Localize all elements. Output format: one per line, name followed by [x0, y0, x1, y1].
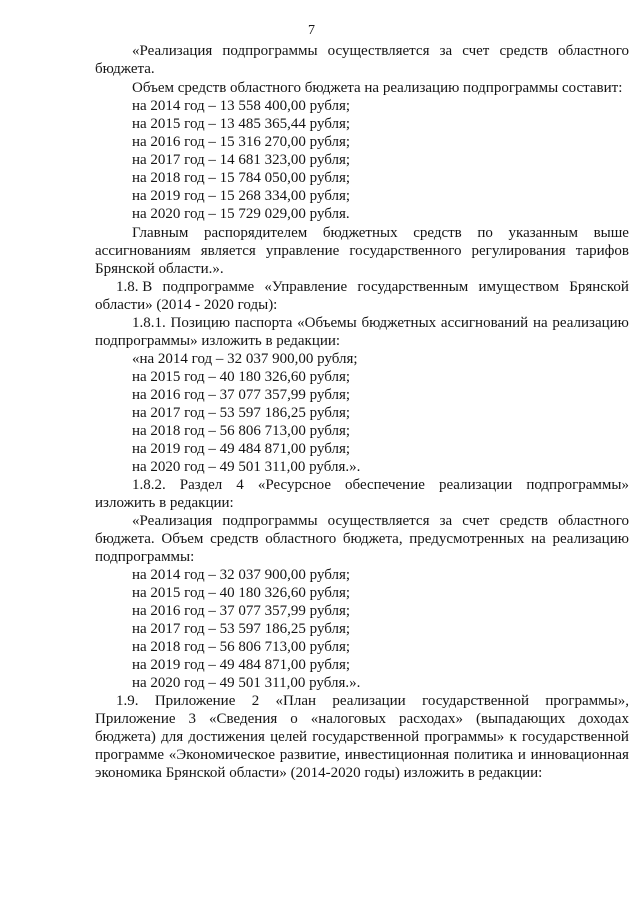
- item-1-8-1-line-1: [132, 314, 629, 332]
- word: на: [531, 531, 546, 547]
- item-1-8-1-line-2: подпрограммы» изложить в редакции:: [95, 333, 341, 349]
- word: бюджетных: [322, 225, 398, 241]
- word: к: [509, 729, 517, 745]
- budget-year-item: на 2017 год – 53 597 186,25 рубля;: [132, 621, 351, 637]
- word: регулирования: [471, 243, 566, 259]
- word: имуществом: [478, 279, 559, 295]
- word: государственным: [357, 279, 469, 295]
- page-number: 7: [308, 23, 315, 38]
- item-1-8-2-para-line-3: подпрограммы:: [95, 549, 195, 565]
- word: реализации: [438, 477, 513, 493]
- word: достижения: [188, 729, 265, 745]
- word: для: [161, 729, 184, 745]
- budget-year-item: на 2015 год – 40 180 326,60 рубля;: [132, 369, 351, 385]
- budget-year-item: на 2015 год – 40 180 326,60 рубля;: [132, 585, 351, 601]
- word: средств: [210, 531, 259, 547]
- word: 1.8.2.: [132, 477, 166, 493]
- budget-year-item: на 2018 год – 15 784 050,00 рубля;: [132, 170, 351, 186]
- item-1-8-2-para-line-1: [132, 512, 629, 530]
- budget-year-item: на 2016 год – 37 077 357,99 рубля;: [132, 387, 351, 403]
- word: тарифов: [575, 243, 629, 259]
- word: государственной: [522, 729, 629, 745]
- word: «Сведения: [209, 711, 278, 727]
- word: (выпадающих: [475, 711, 566, 727]
- word: государственного: [349, 243, 462, 259]
- word: выше: [593, 225, 629, 241]
- section-1-9-line-2: [95, 710, 629, 728]
- section-1-9-line-5: экономика Брянской области» (2014-2020 годы) изложить в редакции:: [95, 765, 543, 781]
- word: средств: [499, 43, 548, 59]
- manager-line-2: [95, 242, 629, 260]
- word: программе: [95, 747, 164, 763]
- section-1-9-line-1: [116, 692, 629, 710]
- word: государственной: [422, 693, 529, 709]
- word: 1.8. В: [116, 279, 153, 295]
- word: 4: [236, 477, 244, 493]
- word: «Реализация: [132, 43, 213, 59]
- item-1-8-2-para-line-2: [95, 530, 629, 548]
- budget-year-item: на 2014 год – 13 558 400,00 рубля;: [132, 98, 351, 114]
- word: программы»: [424, 729, 505, 745]
- word: инвестиционная: [344, 747, 450, 763]
- word: «Объемы: [297, 315, 357, 331]
- word: бюджета,: [342, 531, 403, 547]
- word: «План: [275, 693, 317, 709]
- word: 1.8.1.: [132, 315, 166, 331]
- budget-year-item: на 2017 год – 14 681 323,00 рубля;: [132, 152, 351, 168]
- word: Брянской: [569, 279, 629, 295]
- budget-year-item: на 2016 год – 37 077 357,99 рубля;: [132, 603, 351, 619]
- word: «налоговых: [310, 711, 387, 727]
- word: политика: [453, 747, 514, 763]
- item-1-8-2-line-1: [132, 476, 629, 494]
- word: средств: [499, 513, 548, 529]
- word: обеспечение: [345, 477, 425, 493]
- word: областного: [265, 531, 337, 547]
- word: «Реализация: [132, 513, 213, 529]
- word: средств: [413, 225, 462, 241]
- manager-line-1: [132, 224, 629, 242]
- para-1-7-line-2: бюджета.: [95, 61, 155, 77]
- word: о: [290, 711, 298, 727]
- word: предусмотренных: [409, 531, 525, 547]
- budget-year-item: на 2018 год – 56 806 713,00 рубля;: [132, 639, 351, 655]
- word: реализацию: [552, 531, 629, 547]
- budget-year-item: на 2018 год – 56 806 713,00 рубля;: [132, 423, 351, 439]
- word: подпрограмме: [162, 279, 255, 295]
- word: Позицию: [170, 315, 231, 331]
- word: распорядителем: [204, 225, 308, 241]
- budget-year-item: на 2020 год – 15 729 029,00 рубля.: [132, 206, 350, 222]
- word: программы»,: [545, 693, 629, 709]
- section-1-9-line-4: [95, 746, 629, 764]
- word: Приложение: [154, 693, 236, 709]
- word: Главным: [132, 225, 189, 241]
- section-1-9-line-3: [95, 728, 629, 746]
- word: государственной: [312, 729, 420, 745]
- word: на: [532, 315, 548, 331]
- word: 1.9.: [116, 693, 139, 709]
- budget-year-item: на 2016 год – 15 316 270,00 рубля;: [132, 134, 351, 150]
- word: подпрограммы: [222, 513, 318, 529]
- word: развитие,: [279, 747, 340, 763]
- word: по: [477, 225, 493, 241]
- word: «Экономическое: [168, 747, 276, 763]
- item-1-8-2-line-2: изложить в редакции:: [95, 495, 234, 511]
- word: доходах: [578, 711, 629, 727]
- word: Раздел: [179, 477, 223, 493]
- word: подпрограммы: [222, 43, 318, 59]
- word: осуществляется: [327, 43, 430, 59]
- word: 3: [188, 711, 197, 727]
- word: управление: [265, 243, 340, 259]
- word: расходах»: [399, 711, 463, 727]
- budget-intro: Объем средств областного бюджета на реализацию подпрограммы составит:: [132, 80, 623, 96]
- budget-year-item: на 2015 год – 13 485 365,44 рубля;: [132, 116, 351, 132]
- word: является: [200, 243, 256, 259]
- budget-year-item: на 2017 год – 53 597 186,25 рубля;: [132, 405, 351, 421]
- para-1-7-line-1: [132, 42, 629, 60]
- budget-year-item: на 2019 год – 15 268 334,00 рубля;: [132, 188, 351, 204]
- section-1-8-heading-line-1: [116, 278, 629, 296]
- word: областного: [558, 513, 629, 529]
- word: бюджетных: [361, 315, 437, 331]
- budget-year-item: «на 2014 год – 32 037 900,00 рубля;: [132, 351, 358, 367]
- budget-year-item: на 2014 год – 32 037 900,00 рубля;: [132, 567, 351, 583]
- word: за: [439, 513, 453, 529]
- word: реализацию: [552, 315, 629, 331]
- word: бюджета.: [95, 531, 155, 547]
- word: счет: [462, 43, 490, 59]
- word: «Управление: [264, 279, 348, 295]
- word: осуществляется: [327, 513, 430, 529]
- word: 2: [251, 693, 260, 709]
- word: счет: [462, 513, 490, 529]
- word: целей: [270, 729, 308, 745]
- budget-year-item: на 2019 год – 49 484 871,00 рубля;: [132, 441, 351, 457]
- word: инновационная: [530, 747, 629, 763]
- word: указанным: [508, 225, 578, 241]
- word: Приложение: [95, 711, 176, 727]
- word: Объем: [161, 531, 204, 547]
- word: областного: [558, 43, 629, 59]
- word: «Ресурсное: [257, 477, 331, 493]
- word: за: [439, 43, 453, 59]
- budget-year-item: на 2019 год – 49 484 871,00 рубля;: [132, 657, 351, 673]
- section-1-8-heading-line-2: области» (2014 - 2020 годы):: [95, 297, 278, 313]
- word: бюджета): [95, 729, 156, 745]
- budget-year-item: на 2020 год – 49 501 311,00 рубля.».: [132, 459, 361, 475]
- word: реализации: [332, 693, 406, 709]
- word: и: [517, 747, 526, 763]
- word: паспорта: [234, 315, 293, 331]
- budget-year-item: на 2020 год – 49 501 311,00 рубля.».: [132, 675, 361, 691]
- word: ассигнованиям: [95, 243, 191, 259]
- manager-line-3: Брянской области.».: [95, 261, 224, 277]
- word: подпрограммы»: [526, 477, 629, 493]
- word: ассигнований: [440, 315, 529, 331]
